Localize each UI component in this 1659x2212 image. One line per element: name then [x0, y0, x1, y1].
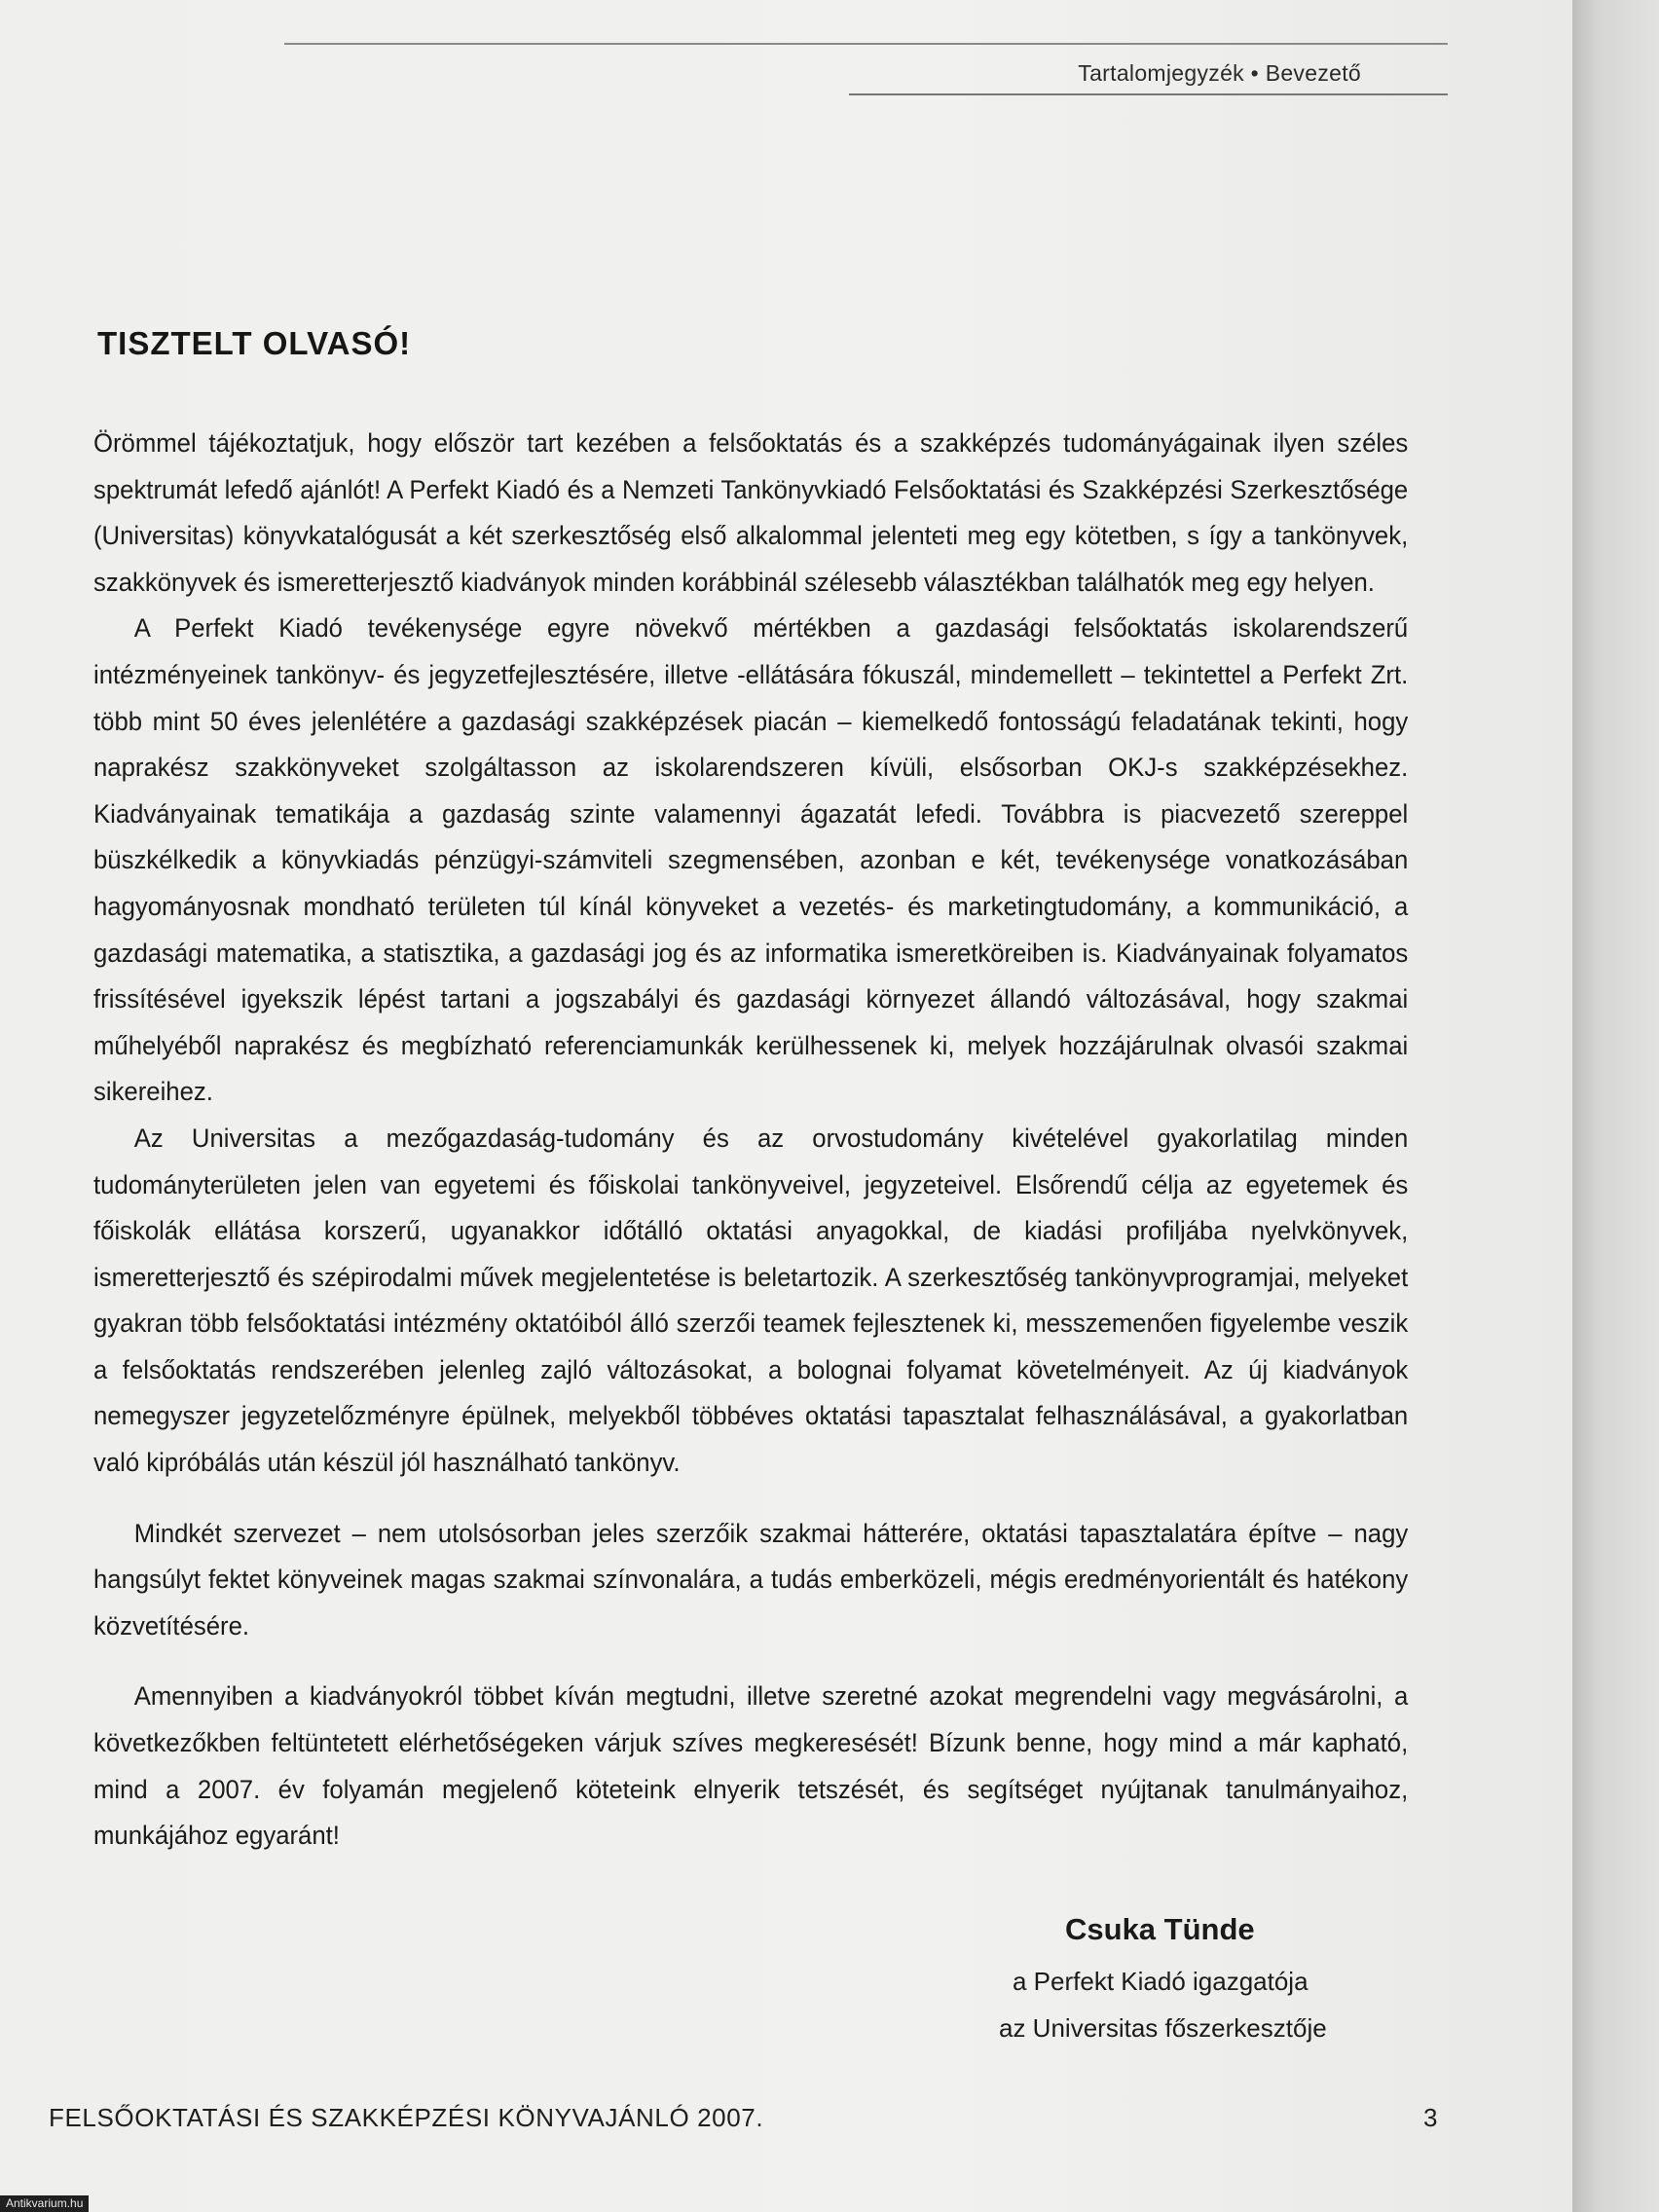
signature-title-2: az Universitas főszerkesztője [999, 2013, 1327, 2043]
paragraph-closing: Amennyiben a kiadványokról többet kíván megtudni, illetve szeretné azokat megrendelni vagy megvásárolni, a következőkben feltüntetett elérhetőségeken várjuk szíves megkeresését! Bízunk benne, hogy mind a már kapható, mind a 2007. év folyamán megjelenő köteteink elnyerik tetszését, és segítséget nyújtanak tanulmányaihoz, munkájához egyaránt! [93, 1681, 1409, 1851]
paragraph-intro: Örömmel tájékoztatjuk, hogy először tart kezében a felsőoktatás és a szakképzés tudományágainak ilyen széles spektrumát lefedő ajánlót! A Perfekt Kiadó és a Nemzeti Tankönyvkiadó Felsőoktatási és Szakképzési Szerkesztősége (Universitas) könyvkatalógusát a két szerkesztőség első alkalommal jelenteti meg egy kötetben, s így a tankönyvek, szakkönyvek és ismeretterjesztő kiadványok minden korábbinál szélesebb választékban találhatók meg egy helyen. [93, 428, 1409, 597]
paragraph-perfekt: A Perfekt Kiadó tevékenysége egyre növekvő mértékben a gazdasági felsőoktatás iskolarendszerű intézményeinek tankönyv- és jegyzetfejlesztésére, illetve -ellátására fókuszál, mindemellett – tekintettel a Perfekt Zrt. több mint 50 éves jelenlétére a gazdasági szakképzések piacán – kiemelkedő fontosságú feladatának tekinti, hogy naprakész szakkönyveket szolgáltasson az iskolarendszeren kívüli, elsősorban OKJ-s szakképzésekhez. Kiadványainak tematikája a gazdaság szinte valamennyi ágazatát lefedi. Továbbra is piacvezető szereppel büszkélkedik a könyvkiadás pénzügyi-számviteli szegmensében, azonban e két, tevékenysége vonatkozásában hagyományosnak mondható területen túl kínál könyveket a vezetés- és marketingtudomány, a kommunikáció, a gazdasági matematika, a statisztika, a gazdasági jog és az informatika ismeretköreiben is. Kiadványainak folyamatos frissítésével igyekszik lépést tartani a jogszabályi és gazdasági környezet állandó változásával, hogy szakmai műhelyéből naprakész és megbízható referenciamunkák kerülhessenek ki, melyek hozzájárulnak olvasói szakmai sikereihez. [93, 613, 1409, 1107]
letter-salutation: TISZTELT OLVASÓ! [97, 325, 412, 361]
watermark-label: Antikvarium.hu [0, 2195, 89, 2212]
paragraph-both: Mindkét szervezet – nem utolsósorban jeles szerzőik szakmai hátterére, oktatási tapasztalatára építve – nagy hangsúlyt fektet könyveinek magas szakmai színvonalára, a tudás emberközeli, mégis eredményorientált és hatékony közvetítésére. [93, 1518, 1409, 1641]
header-rule [849, 93, 1448, 95]
page-edge-shadow [1572, 0, 1659, 2212]
page-number: 3 [1423, 2103, 1438, 2132]
signature-name: Csuka Tünde [1065, 1912, 1255, 1946]
paragraph-universitas: Az Universitas a mezőgazdaság-tudomány és az orvostudomány kivételével gyakorlatilag minden tudományterületen jelen van egyetemi és főiskolai tankönyveivel, jegyzeteivel. Elsőrendű célja az egyetemek és főiskolák ellátása korszerű, ugyanakkor időtálló oktatási anyagokkal, de kiadási profiljába nyelvkönyvek, ismeretterjesztő és szépirodalmi művek megjelentetése is beletartozik. A szerkesztőség tankönyvprogramjai, melyeket gyakran több felsőoktatási intézmény oktatóiból álló szerzői teamek fejlesztenek ki, messzemenően figyelembe veszik a felsőoktatás rendszerében jelenleg zajló változásokat, a bolognai folyamat követelményeit. Az új kiadványok nemegyszer jegyzetelőzményre épülnek, melyekből többéves oktatási tapasztalat felhasználásával, a gyakorlatban való kipróbálás után készül jól használható tankönyv. [93, 1123, 1409, 1478]
footer-publication: FELSŐOKTATÁSI ÉS SZAKKÉPZÉSI KÖNYVAJÁNLÓ 2007. [49, 2103, 764, 2132]
letter-body [93, 421, 1408, 1860]
signature-title-1: a Perfekt Kiadó igazgatója [1013, 1967, 1309, 1996]
top-rule [284, 43, 1448, 45]
running-header: Tartalomjegyzék • Bevezető [1078, 60, 1361, 86]
